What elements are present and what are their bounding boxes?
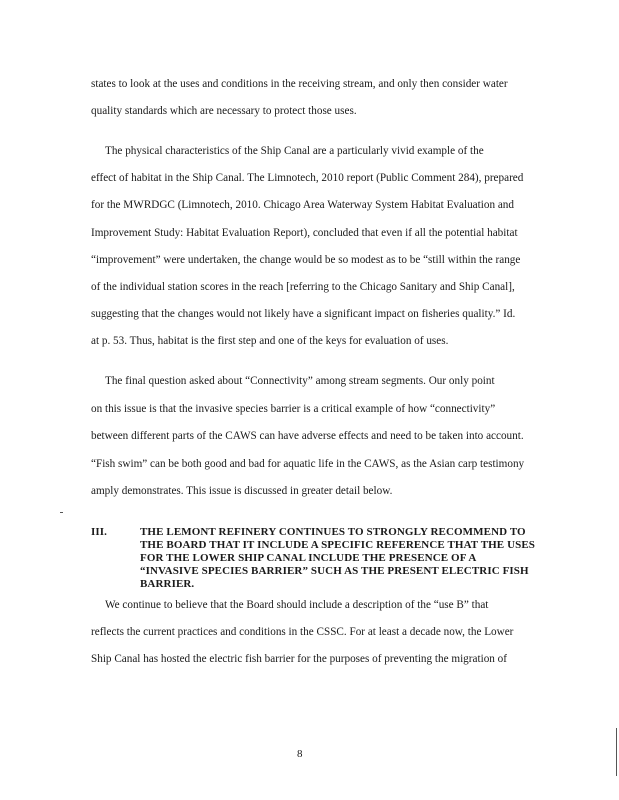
body-line: amply demonstrates. This issue is discussed in greater detail below. (91, 485, 393, 497)
body-line: We continue to believe that the Board should include a description of the “use B” that (105, 599, 489, 611)
body-line: suggesting that the changes would not likely have a significant impact on fisheries quality.” Id. (91, 308, 516, 320)
body-line: Ship Canal has hosted the electric fish barrier for the purposes of preventing the migration of (91, 653, 507, 665)
body-line: “improvement” were undertaken, the change would be so modest as to be “still within the range (91, 254, 521, 266)
body-line: for the MWRDGC (Limnotech, 2010. Chicago Area Waterway System Habitat Evaluation and (91, 199, 514, 211)
body-line: “Fish swim” can be both good and bad for aquatic life in the CAWS, as the Asian carp testimony (91, 458, 525, 470)
page-number: 8 (297, 748, 303, 760)
section-heading-line: BARRIER. (140, 578, 195, 590)
body-line: Improvement Study: Habitat Evaluation Report), concluded that even if all the potential habitat (91, 227, 518, 239)
section-heading-line: THE BOARD THAT IT INCLUDE A SPECIFIC REFERENCE THAT THE USES (140, 539, 535, 551)
section-heading-line: “INVASIVE SPECIES BARRIER” SUCH AS THE PRESENT ELECTRIC FISH (140, 565, 529, 577)
body-line: between different parts of the CAWS can have adverse effects and need to be taken into account. (91, 430, 524, 442)
body-line: of the individual station scores in the reach [referring to the Chicago Sanitary and Ship Canal], (91, 281, 515, 293)
body-line: states to look at the uses and conditions in the receiving stream, and only then consider water (91, 78, 508, 90)
body-line: reflects the current practices and conditions in the CSSC. For at least a decade now, the Lower (91, 626, 514, 638)
body-line: The physical characteristics of the Ship Canal are a particularly vivid example of the (105, 145, 484, 157)
section-heading-line: FOR THE LOWER SHIP CANAL INCLUDE THE PRESENCE OF A (140, 552, 477, 564)
scan-edge-mark (616, 728, 617, 776)
body-line: on this issue is that the invasive species barrier is a critical example of how “connectivity” (91, 403, 496, 415)
section-number: III. (91, 526, 107, 538)
body-line: The final question asked about “Connectivity” among stream segments. Our only point (105, 375, 495, 387)
scan-margin-mark (60, 512, 63, 513)
body-line: at p. 53. Thus, habitat is the first step and one of the keys for evaluation of uses. (91, 335, 449, 347)
body-line: effect of habitat in the Ship Canal. The Limnotech, 2010 report (Public Comment 284), prepared (91, 172, 524, 184)
body-line: quality standards which are necessary to protect those uses. (91, 105, 357, 117)
section-heading-line: THE LEMONT REFINERY CONTINUES TO STRONGLY RECOMMEND TO (140, 526, 526, 538)
